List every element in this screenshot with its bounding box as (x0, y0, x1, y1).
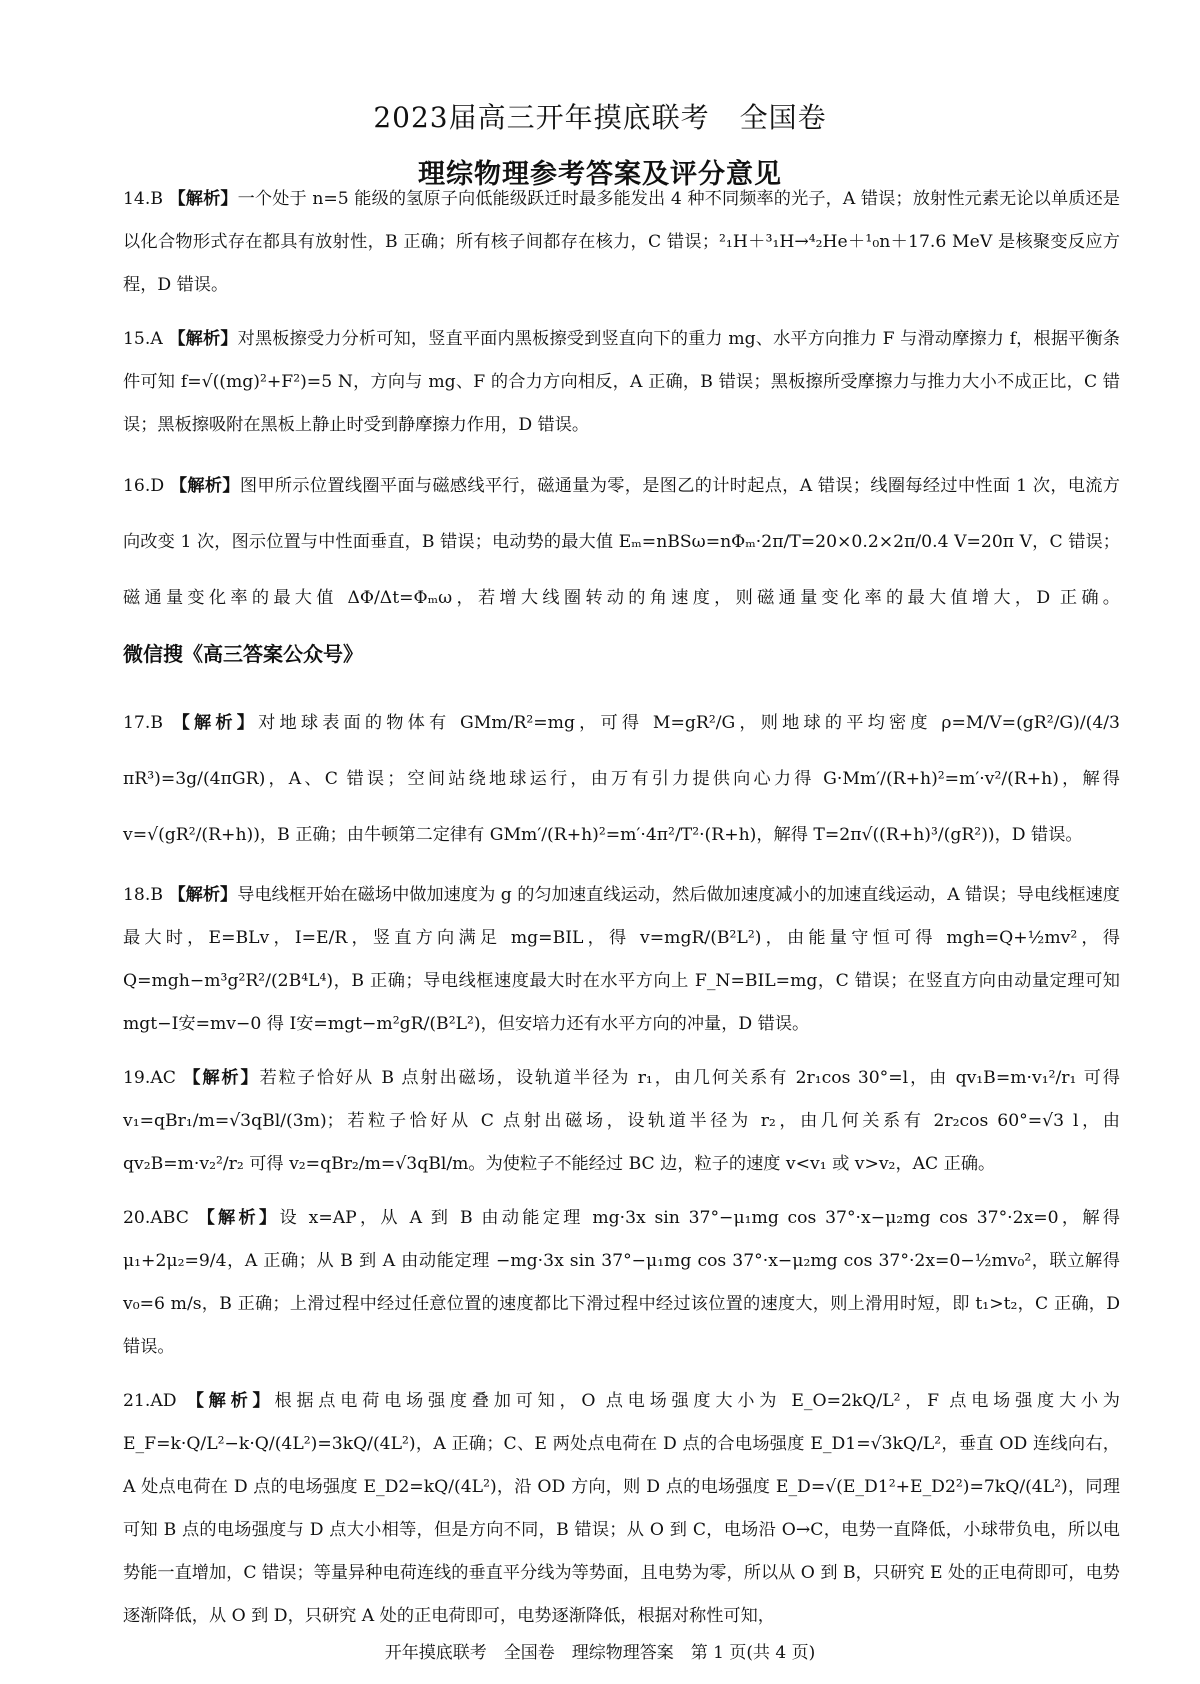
answer-item-14 (123, 178, 1120, 307)
answer-item-20 (123, 1197, 1120, 1369)
analysis-tag: 【解析】 (186, 1391, 275, 1411)
exam-scope: 全国卷 (739, 101, 827, 134)
answer-number: 21.AD (123, 1391, 177, 1411)
answer-text: 根据点电荷电场强度叠加可知，O 点电场强度大小为 E_O=2kQ/L²，F 点电场强度大小为 E_F=k·Q/L²−k·Q/(4L²)=3kQ/(4L²)，A 正确；C、E 两处点电荷在 D 点的合电场强度 E_D1=√3kQ/L²，垂直 OD 连线向右，A 处点电荷在 D 点的电场强度 E_D2=kQ/(4L²)，沿 OD 方向，则 D 点的电场强度 E_D=√(E_D1²+E_D2²)=7kQ/(4L²)，同理可知 B 点的电场强度与 D 点大小相等，但是方向不同，B 错误；从 O 到 C，电场沿 O→C，电势一直降低，小球带负电，所以电势能一直增加，C 错误；等量异种电荷连线的垂直平分线为等势面，且电势为零，所以从 O 到 B，只研究 E 处的正电荷即可，电势逐渐降低，从 O 到 D，只研究 A 处的正电荷即可，电势逐渐降低，根据对称性可知， (123, 1391, 1120, 1626)
analysis-tag: 【解析】 (197, 1208, 280, 1228)
answer-list (123, 178, 1120, 1649)
analysis-tag: 【解析】 (168, 885, 238, 905)
answer-number: 17.B (123, 713, 163, 733)
answer-text: 图甲所示位置线圈平面与磁感线平行，磁通量为零，是图乙的计时起点，A 错误；线圈每经过中性面 1 次，电流方向改变 1 次，图示位置与中性面垂直，B 错误；电动势的最大值 Eₘ=nBSω=nΦₘ·2π/T=20×0.2×2π/0.4 V=20π V，C 错误；磁通量变化率的最大值 ΔΦ/Δt=Φₘω，若增大线圈转动的角速度，则磁通量变化率的最大值增大，D 正确。 (123, 476, 1120, 608)
answer-text: 导电线框开始在磁场中做加速度为 g 的匀加速直线运动，然后做加速度减小的加速直线运动，A 错误；导电线框速度最大时，E=BLv，I=E/R，竖直方向满足 mg=BIL，得 v=mgR/(B²L²)，由能量守恒可得 mgh=Q+½mv²，得 Q=mgh−m³g²R²/(2B⁴L⁴)，B 正确；导电线框速度最大时在水平方向上 F_N=BIL=mg，C 错误；在竖直方向由动量定理可知 mgt−I安=mv−0 得 I安=mgt−m²gR/(B²L²)，但安培力还有水平方向的冲量，D 错误。 (123, 885, 1120, 1034)
answer-item-18 (123, 874, 1120, 1046)
answer-text: 对黑板擦受力分析可知，竖直平面内黑板擦受到竖直向下的重力 mg、水平方向推力 F 与滑动摩擦力 f，根据平衡条件可知 f=√((mg)²+F²)=5 N，方向与 mg、F 的合力方向相反，A 正确，B 错误；黑板擦所受摩擦力与推力大小不成正比，C 错误；黑板擦吸附在黑板上静止时受到静摩擦力作用，D 错误。 (123, 329, 1120, 435)
answer-title: 理综物理参考答案及评分意见 (418, 159, 782, 190)
page-header (0, 96, 1200, 191)
answer-text: 对地球表面的物体有 GMm/R²=mg，可得 M=gR²/G，则地球的平均密度 ρ=M/V=(gR²/G)/(4/3 πR³)=3g/(4πGR)，A、C 错误；空间站绕地球运行，由万有引力提供向心力得 G·Mm′/(R+h)²=m′·v²/(R+h)，解得 v=√(gR²/(R+h))，B 正确；由牛顿第二定律有 GMm′/(R+h)²=m′·4π²/T²·(R+h)，解得 T=2π√((R+h)³/(gR²))，D 错误。 (123, 713, 1120, 845)
analysis-tag: 【解析】 (172, 713, 259, 733)
analysis-tag: 【解析】 (169, 476, 240, 496)
answer-item-15 (123, 318, 1120, 447)
answer-text: 若粒子恰好从 B 点射出磁场，设轨道半径为 r₁，由几何关系有 2r₁cos 30°=l，由 qv₁B=m·v₁²/r₁ 可得 v₁=qBr₁/m=√3qBl/(3m)；若粒子恰好从 C 点射出磁场，设轨道半径为 r₂，由几何关系有 2r₂cos 60°=√3 l，由 qv₂B=m·v₂²/r₂ 可得 v₂=qBr₂/m=√3qBl/m。为使粒子不能经过 BC 边，粒子的速度 v<v₁ 或 v>v₂，AC 正确。 (123, 1068, 1120, 1174)
analysis-tag: 【解析】 (168, 189, 238, 209)
answer-number: 20.ABC (123, 1208, 189, 1228)
answer-text: 设 x=AP，从 A 到 B 由动能定理 mg·3x sin 37°−μ₁mg cos 37°·x−μ₂mg cos 37°·2x=0，解得 μ₁+2μ₂=9/4，A 正确；从 B 到 A 由动能定理 −mg·3x sin 37°−μ₁mg cos 37°·x−μ₂mg cos 37°·2x=0−½mv₀²，联立解得 v₀=6 m/s，B 正确；上滑过程中经过任意位置的速度都比下滑过程中经过该位置的速度大，则上滑用时短，即 t₁>t₂，C 正确，D 错误。 (123, 1208, 1120, 1357)
watermark-text: 微信搜《高三答案公众号》 (123, 642, 363, 666)
answer-number: 15.A (123, 329, 163, 349)
answer-item-16 (123, 458, 1120, 684)
answer-number: 14.B (123, 189, 163, 209)
answer-number: 16.D (123, 476, 165, 496)
analysis-tag: 【解析】 (168, 329, 238, 349)
answer-item-17 (123, 695, 1120, 863)
exam-title: 2023届高三开年摸底联考 (373, 101, 710, 134)
analysis-tag: 【解析】 (183, 1068, 260, 1088)
exam-title-line (0, 96, 1200, 136)
answer-number: 18.B (123, 885, 163, 905)
answer-number: 19.AC (123, 1068, 176, 1088)
page-footer: 开年摸底联考 全国卷 理综物理答案 第 1 页(共 4 页) (384, 1643, 816, 1663)
answer-item-21 (123, 1380, 1120, 1638)
answer-text: 一个处于 n=5 能级的氢原子向低能级跃迁时最多能发出 4 种不同频率的光子，A 错误；放射性元素无论以单质还是以化合物形式存在都具有放射性，B 正确；所有核子间都存在核力，C 错误；²₁H＋³₁H→⁴₂He＋¹₀n＋17.6 MeV 是核聚变反应方程，D 错误。 (123, 189, 1120, 295)
answer-item-19 (123, 1057, 1120, 1186)
